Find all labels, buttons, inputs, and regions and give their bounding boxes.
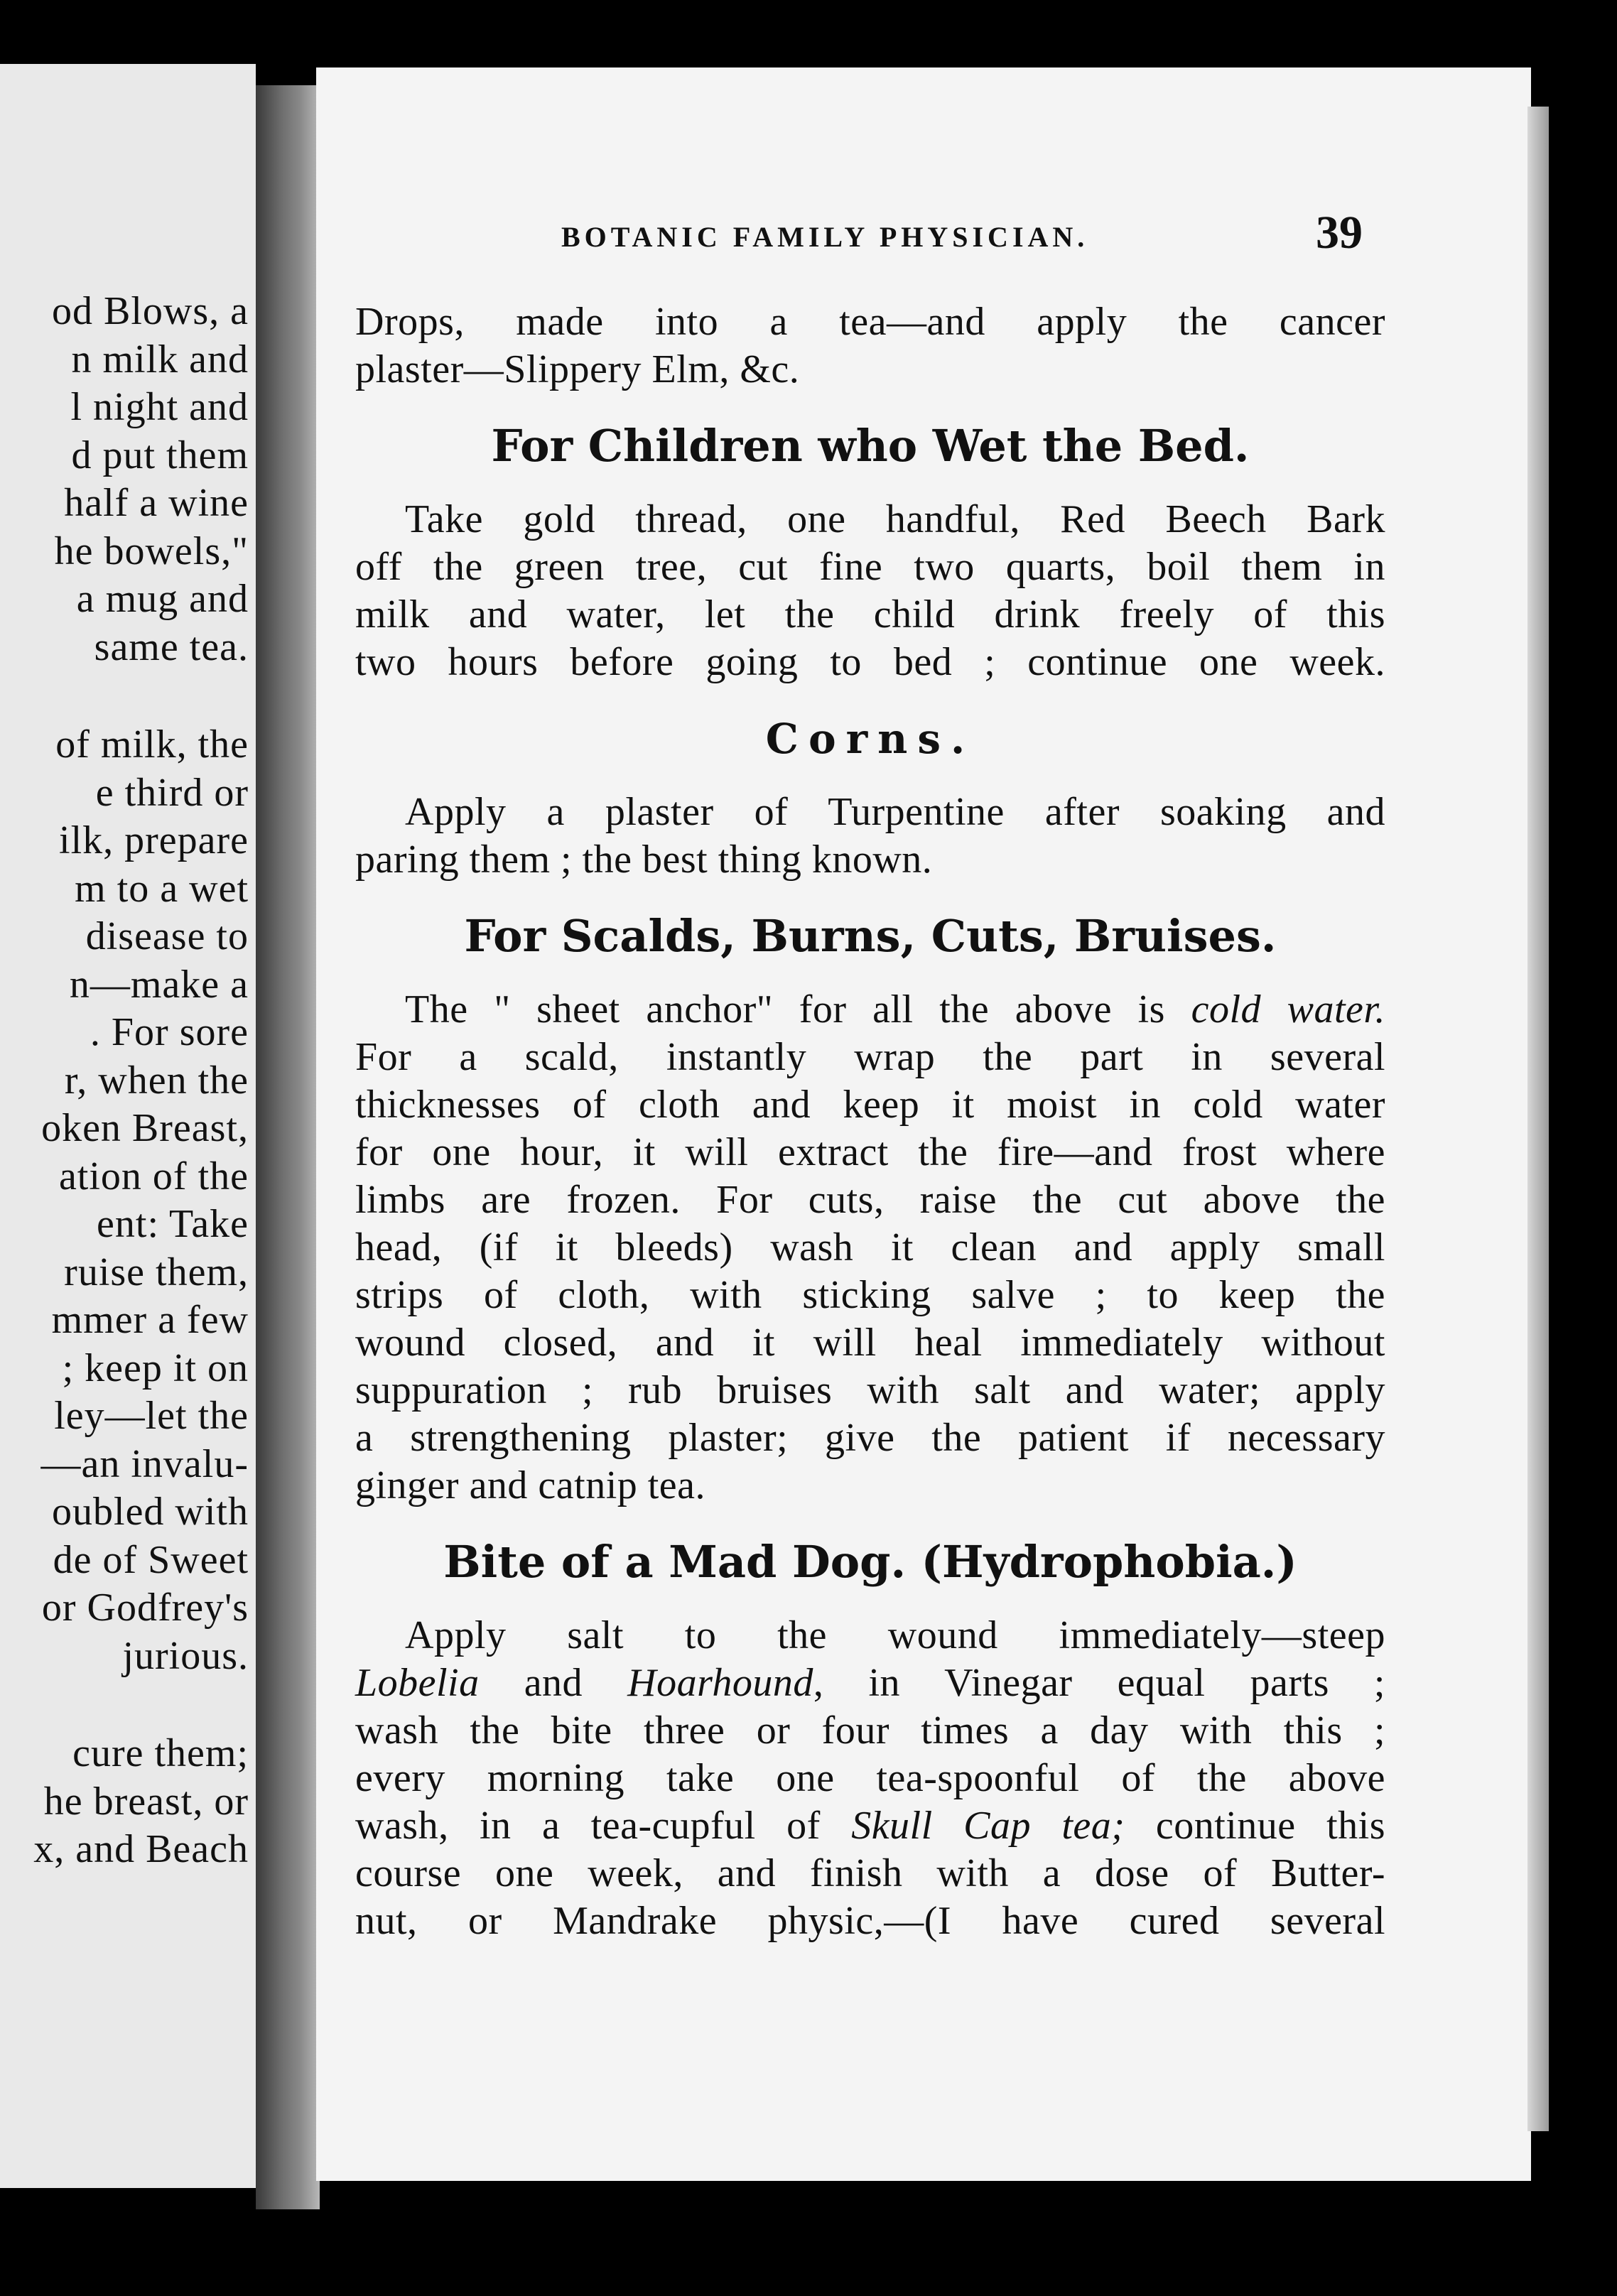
text-line: paring them ; the best thing known.: [355, 838, 933, 882]
facing-page-line: ation of the: [58, 1154, 249, 1198]
text-line: [355, 1659, 1385, 1707]
book-gutter: [256, 85, 320, 2209]
section-heading: Bite of a Mad Dog. (Hydrophobia.): [443, 1536, 1297, 1588]
facing-page-line: oken Breast,: [41, 1106, 249, 1150]
facing-page-line: oubled with: [52, 1490, 249, 1534]
facing-page-line: m to a wet: [75, 866, 249, 911]
facing-page: [0, 64, 256, 2188]
text-line: for one hour, it will extract the fire—and frost where: [355, 1130, 1385, 1174]
text-line: suppuration ; rub bruises with salt and water; apply: [355, 1368, 1385, 1412]
section-heading: For Children who Wet the Bed.: [491, 420, 1250, 472]
facing-page-text: [0, 288, 249, 1874]
text-line: wound closed, and it will heal immediately without: [355, 1321, 1385, 1365]
text-line: Drops, made into a tea—and apply the cancer: [355, 300, 1385, 344]
text-line: wash the bite three or four times a day with this ;: [355, 1709, 1385, 1753]
text-line: plaster—Slippery Elm, &c.: [355, 347, 800, 391]
text-line: [355, 1802, 1385, 1850]
text-segment: wash, in a tea-cupful of: [355, 1804, 852, 1848]
facing-page-line: . For sore: [90, 1010, 249, 1054]
italic-text: cold water.: [1191, 987, 1386, 1031]
text-line: Apply salt to the wound immediately—steep: [405, 1613, 1385, 1657]
text-line: off the green tree, cut fine two quarts, boil them in: [355, 545, 1385, 589]
section-heading: For Scalds, Burns, Cuts, Bruises.: [464, 910, 1277, 962]
text-line: two hours before going to bed ; continue one week.: [355, 640, 1385, 684]
text-line: course one week, and finish with a dose of Butter-: [355, 1851, 1385, 1895]
facing-page-line: ent: Take: [97, 1202, 249, 1246]
facing-page-line: or Godfrey's: [41, 1586, 249, 1630]
facing-page-line: he bowels,": [54, 529, 249, 573]
text-line: every morning take one tea-spoonful of the above: [355, 1756, 1385, 1800]
italic-text: Lobelia: [355, 1661, 480, 1705]
facing-page-line: a mug and: [76, 577, 249, 621]
facing-page-line: n milk and: [71, 337, 249, 381]
facing-page-line: half a wine: [64, 481, 249, 525]
facing-page-line: ruise them,: [64, 1250, 249, 1294]
text-segment: , in Vinegar equal parts ;: [813, 1661, 1385, 1705]
facing-page-line: he breast, or: [43, 1779, 249, 1824]
text-line: limbs are frozen. For cuts, raise the cut above the: [355, 1178, 1385, 1222]
facing-page-line: disease to: [85, 914, 249, 958]
page-edge: [1527, 107, 1549, 2131]
text-line: [355, 986, 1385, 1034]
text-line: Apply a plaster of Turpentine after soaking and: [405, 790, 1385, 834]
page-number: 39: [1316, 207, 1363, 259]
section-heading: Corns.: [765, 715, 975, 763]
page-body: [355, 298, 1385, 1945]
facing-page-line: of milk, the: [55, 722, 249, 767]
line-gap: [0, 1680, 249, 1730]
text-line: strips of cloth, with sticking salve ; to keep the: [355, 1273, 1385, 1317]
italic-text: Skull Cap tea;: [851, 1804, 1125, 1848]
facing-page-line: d put them: [71, 433, 249, 477]
facing-page-line: —an invalu-: [40, 1441, 249, 1486]
text-line: For a scald, instantly wrap the part in several: [355, 1035, 1385, 1079]
text-segment: The " sheet anchor" for all the above is: [405, 987, 1191, 1031]
facing-page-line: mmer a few: [51, 1298, 249, 1342]
facing-page-line: n—make a: [69, 962, 249, 1007]
text-line: nut, or Mandrake physic,—(I have cured several: [355, 1899, 1385, 1943]
facing-page-line: l night and: [70, 385, 249, 429]
line-gap: [0, 671, 249, 721]
facing-page-line: od Blows, a: [52, 289, 249, 333]
text-line: a strengthening plaster; give the patient if necessary: [355, 1416, 1385, 1460]
facing-page-line: ley—let the: [54, 1394, 249, 1438]
text-segment: and: [479, 1661, 628, 1705]
facing-page-line: cure them;: [72, 1731, 249, 1775]
facing-page-line: de of Sweet: [53, 1537, 249, 1582]
text-line: head, (if it bleeds) wash it clean and apply small: [355, 1225, 1385, 1269]
text-line: ginger and catnip tea.: [355, 1463, 706, 1507]
text-line: Take gold thread, one handful, Red Beech Bark: [405, 497, 1385, 541]
running-head: BOTANIC FAMILY PHYSICIAN.: [561, 221, 1089, 253]
italic-text: Hoarhound: [627, 1661, 813, 1705]
facing-page-line: x, and Beach: [33, 1827, 249, 1871]
facing-page-line: r, when the: [64, 1058, 249, 1103]
facing-page-line: same tea.: [94, 624, 249, 669]
facing-page-line: jurious.: [122, 1633, 249, 1678]
facing-page-line: ; keep it on: [62, 1345, 249, 1390]
facing-page-line: ilk, prepare: [59, 818, 249, 862]
text-line: milk and water, let the child drink freely of this: [355, 592, 1385, 637]
text-segment: continue this: [1125, 1804, 1385, 1848]
text-line: thicknesses of cloth and keep it moist in cold water: [355, 1083, 1385, 1127]
facing-page-line: e third or: [95, 770, 249, 815]
